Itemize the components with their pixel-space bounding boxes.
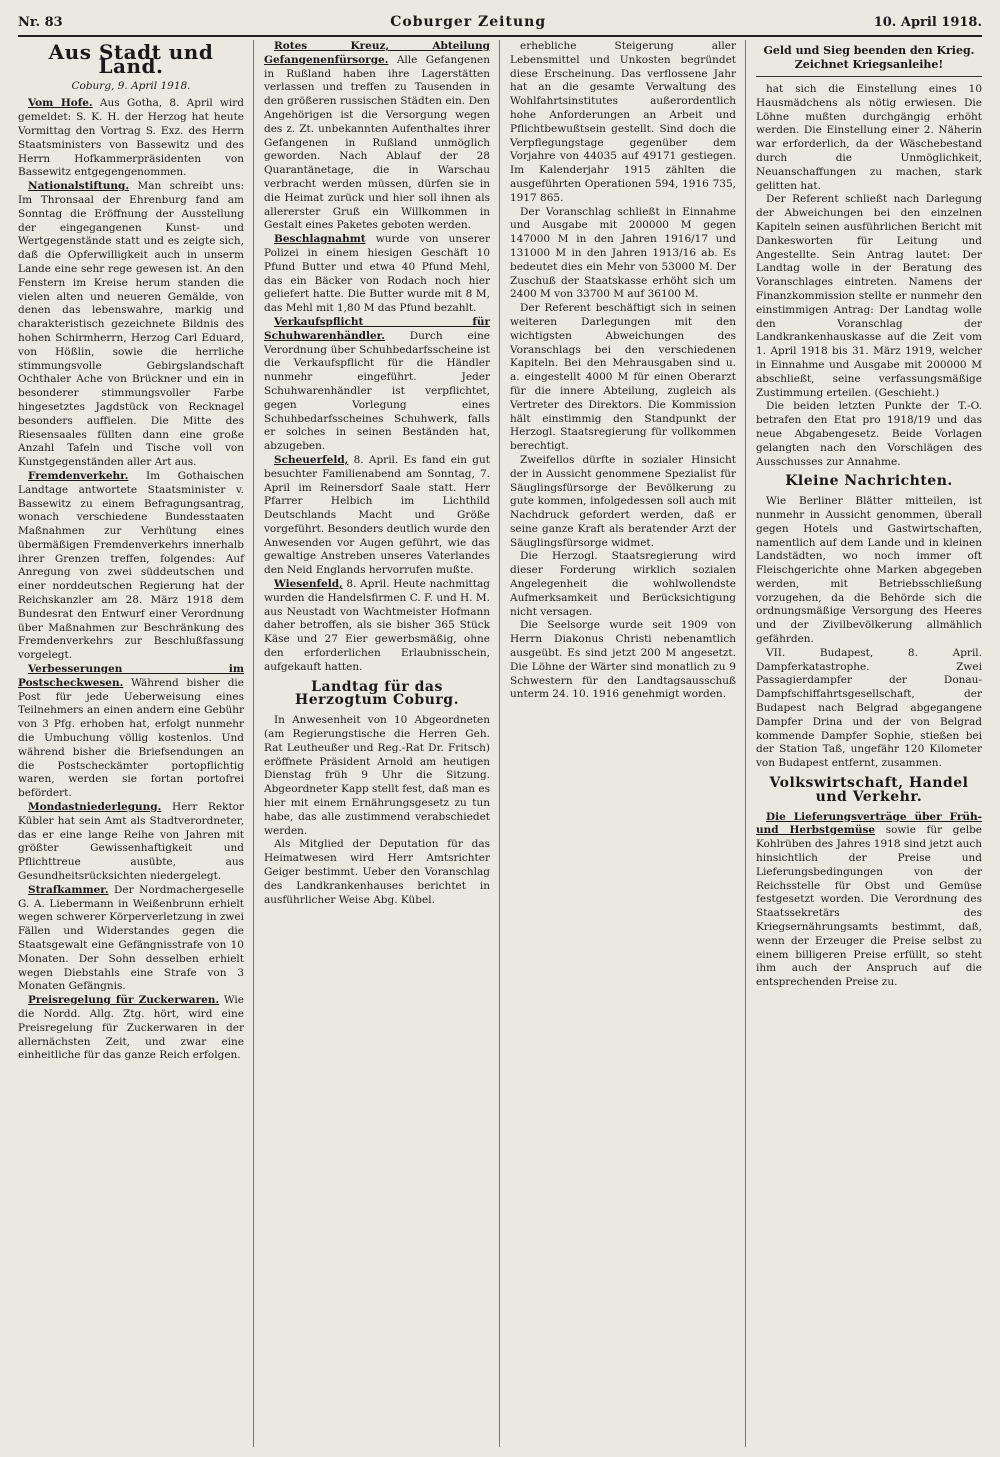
article-hospital-5: Die Herzogl. Staatsregierung wird dieser Forderung wirklich sozialen Angelegenheit die wohlwollendste Aufmerksamkeit und Berücksichtigung nicht versagen. (510, 550, 736, 618)
column-4 (756, 40, 982, 1447)
article-text: Herr Rektor Kübler hat sein Amt als Stadtverordneter, das er eine lange Reihe von Jahren mit größter Gewissenhaftigkeit und Pflichttreue ausübte, aus Gesundheitsrücksichten niedergelegt. (18, 801, 245, 883)
article-vegetables (756, 811, 982, 990)
column-2 (264, 40, 500, 1447)
section-heading-landtag: Landtag für das Herzogtum Coburg. (295, 678, 459, 709)
article-court (18, 97, 244, 180)
article-budapest: VII. Budapest, 8. April. Dampferkatastrophe. Zwei Passagierdampfer der Donau-Dampfschiffahrtsgesellschaft, der Budapest nach Belgrad abgegangene Dampfer Drina und der von Belgrad kommende Dampfer Sophie, stießen bei der Station Taß, ungefähr 120 Kilometer von Budapest entfernt, zusammen. (756, 646, 982, 770)
article-text: Man schreibt uns: Im Thronsaal der Ehrenburg fand am Sonntag die Eröffnung der Ausstellung der eingegangenen Kunst- und Wertgegenstände statt und es zeigte sich, daß die Opferwilligkeit auch in unserm Lande eine sehr rege gewesen ist. An den Fenstern im Kreise herum standen die vielen alten und neueren Gemälde, von denen das lebenswahre, markig und charakteristisch gezeichnete Bildnis des hohen Schirmherrn, Herzog Carl Eduard, von Hößlin, sowie die herrliche stimmungsvolle Gebirgslandschaft Ochthaler Ache von Brückner und ein in besonderer stimmungsvoller Farbe hingesetztes Jagdstück von Recknagel besonders auffielen. Die Mitte des Riesensaales füllten dann eine große Anzahl Tafeln und Tische voll von Kunstgegenständen aller Art aus. (18, 180, 245, 469)
article-text: Der Nordmachergeselle G. A. Liebermann in Weißenbrunn erhielt wegen schwerer Körperverletzung in zwei Fällen und Widerstandes gegen die Staatsgewalt eine Gefängnisstrafe von 10 Monaten. Der Sohn desselben erhielt wegen Diebstahls eine Strafe von 3 Monaten Gefängnis. (18, 883, 244, 993)
article-text: 8. April. Heute nachmittag wurden die Handelsfirmen C. F. und H. M. aus Neustadt von Wachtmeister Hofmann daher betroffen, als sie bisher 365 Stück Käse und 27 Eier gewerbsmäßig, ohne den erforderlichen Erlaubnisschein, aufgekauft hatten. (264, 578, 490, 673)
article-kicker: Strafkammer. (28, 883, 109, 896)
article-landtag: In Anwesenheit von 10 Abgeordneten (am Regierungstische die Herren Geh. Rat Leutheußer und Reg.-Rat Dr. Fritsch) eröffnete Präsident Arnold am heutigen Dienstag früh 9 Uhr die Sitzung. Abgeordneter Kapp stellt fest, daß man es hier mit einem Ernährungsgesetz zu tun habe, das alle zustimmend verabschiedet werden. (264, 714, 490, 837)
article-kicker: Verkaufspflicht für Schuhwarenhändler. (264, 315, 490, 342)
article-resignation (18, 801, 244, 884)
article-hospital-staff: hat sich die Einstellung eines 10 Hausmädchens als nötig erwiesen. Die Löhne mußten durchgängig erhöht werden. Die Einstellung einer 2. Näherin war erforderlich, da der Wäschebestand durch die Unmöglichkeit, Neuanschaffungen zu machen, stark gelitten hat. (756, 83, 982, 192)
masthead (18, 14, 982, 34)
article-text: wurde von unserer Polizei in einem hiesigen Geschäft 10 Pfund Butter und etwa 40 Pfund Mehl, das ein Bäcker von Rodach noch hier geliefert hatte. Die Butter wurde mit 8 M, das Mehl mit 1,80 M das Pfund bezahlt. (264, 233, 490, 315)
banner-line: Zeichnet Kriegsanleihe! (794, 58, 944, 71)
article-text: Während bisher die Post für jede Ueberweisung eines Teilnehmers an einen andern eine Gebühr von 3 Pfg. erhoben hat, erfolgt nunmehr die Umbuchung völlig kostenlos. Und während bisher die Briefsendungen an die Postscheckämter portopflichtig waren, werden sie fortan portofrei befördert. (18, 676, 244, 800)
article-wiesenfeld (264, 578, 490, 675)
article-postal (18, 663, 244, 801)
masthead-rule (18, 35, 982, 37)
article-berlin: Wie Berliner Blätter mitteilen, ist nunmehr in Aussicht genommen, überall gegen Hotels und Gastwirtschaften, namentlich auf dem Lande und in kleinen Landstädten, wo noch immer oft Fleischgerichte ohne Marken abgegeben werden, mit Betriebsschließung vorzugehen, da die Behörde sich die ordnungsmäßige Versorgung des Heeres und der Zivilbevölkerung allmählich gefährden. (756, 495, 982, 646)
article-hospital-2: Der Voranschlag schließt in Einnahme und Ausgabe mit 200000 M gegen 147000 M in den Jahren 1916/17 und 131000 M in den Jahren 1913/16 ab. Es bedeutet dies ein Mehr von 53000 M. Der Zuschuß der Staatskasse erhöht sich um 2400 M von 33700 M auf 36100 M. (510, 205, 736, 301)
section-heading-economy: Volkswirtschaft, Handel und Verkehr. (769, 775, 969, 805)
article-foundation (18, 180, 244, 470)
article-text: Wie die Nordd. Allg. Ztg. hört, wird eine Preisregelung für Zuckerwaren in der allernächsten Zeit, und zwar eine einheitliche für das ganze Reich erfolgen. (18, 994, 245, 1062)
column-3 (510, 40, 746, 1447)
war-bond-banner (756, 40, 982, 77)
columns (18, 40, 982, 1447)
article-budget: Die beiden letzten Punkte der T.-O. betrafen den Etat pro 1918/19 und das neue Abgabengesetz. Beide Vorlagen gelangten nach den Vorschlägen des Ausschusses zur Annahme. (756, 400, 982, 468)
article-text: 8. April. Es fand ein gut besuchter Familienabend am Sonntag, 7. April im Reinersdorf Saale statt. Herr Pfarrer Helbich im Lichthild Deutschlands Macht und Größe vorgeführt. Besonders deutlich wurde den Anwesenden vor Augen geführt, wie das gewaltige Anstreben unseres Vaterlandes den Neid Englands hervorrufen mußte. (264, 453, 490, 577)
section-heading-short-news: Kleine Nachrichten. (785, 473, 953, 490)
article-kicker: Die Lieferungsverträge über Früh- und Herbstgemüse (756, 810, 982, 837)
article-sugar (18, 994, 244, 1063)
article-kicker: Verbesserungen im Postscheckwesen. (18, 663, 244, 689)
article-kicker: Vom Hofe. (28, 97, 93, 110)
article-hospital-3: Der Referent beschäftigt sich in seinen weiteren Darlegungen mit den wichtigsten Abweichungen des Voranschlags bei den verschiedenen Kapiteln. Bei den Mehrausgaben sind u. a. eingestellt 4000 M für einen Oberarzt für die innere Abteilung, zugleich als Vertreter des Direktors. Die Kommission hält einstimmig den Standpunkt der Herzogl. Staatsregierung für vollkommen berechtigt. (510, 302, 736, 453)
article-text: Aus Gotha, 8. April wird gemeldet: S. K. H. der Herzog hat heute Vormittag den Vortrag S. Exz. des Herrn Staatsministers von Bassewitz und des Herrn Hofkammerpräsidenten von Bassewitz entgegengenommen. (18, 97, 245, 179)
article-scheuerfeld (264, 454, 490, 578)
banner-line: Geld und Sieg beenden den Krieg. (763, 44, 975, 57)
article-hospital-1: erhebliche Steigerung aller Lebensmittel und Unkosten begründet diese Erscheinung. Das verflossene Jahr hat an die gesamte Verwaltung des Wohlfahrtsinstitutes außerordentlich hohe Anforderungen an Arbeit und Pflichtbewußtsein gestellt. Sind doch die Verpflegungstage gegenüber dem Vorjahre von 44035 auf 49171 gestiegen. Im Kalenderjahr 1915 zählten die ausgeführten Operationen 594, 1916 735, 1917 865. (510, 40, 736, 204)
article-kicker: Preisregelung für Zuckerwaren. (28, 994, 220, 1007)
article-tourism (18, 470, 244, 663)
article-text: Durch eine Verordnung über Schuhbedarfsscheine ist die Verkaufspflicht für die Händler nunmehr eingeführt. Jeder Schuhwarenhändler ist verpflichtet, gegen Vorlegung eines Schuhbedarfsscheines Schuhwerk, falls er solches in seinen Beständen hat, abzugeben. (264, 329, 491, 453)
article-kicker: Fremdenverkehr. (28, 469, 129, 482)
newspaper-title: Coburger Zeitung (390, 14, 547, 30)
dateline: Coburg, 9. April 1918. (71, 79, 191, 92)
article-text: Im Gothaischen Landtage antwortete Staatsminister v. Bassewitz zu einem Befragungsantrag, wonach verschiedene Bundesstaaten Maßnahmen zur Verhütung eines übermäßigen Fremdenverkehrs innerhalb ihrer Grenzen treffen, folgendes: Auf Anregung von zwei süddeutschen und einer norddeutschen Regierung hat der Reichskanzler am 28. März 1918 dem Bundesrat den Entwurf einer Verordnung über Maßnahmen zur Beschränkung des Fremdenverkehrs zur Beschlußfassung vorgelegt. (18, 469, 244, 662)
article-text: sowie für gelbe Kohlrüben des Jahres 1918 sind jetzt auch hinsichtlich der Preise und Lieferungsbedingungen von der Reichsstelle für Obst und Gemüse festgesetzt worden. Die Verordnung des Staatssekretärs des Kriegsernährungsamts bestimmt, daß, wenn der Erzeuger die Preise selbst zu einem billigeren Preise erfüllt, so steht ihm auch der Anspruch auf die entsprechenden Preise zu. (756, 824, 982, 989)
article-kicker: Scheuerfeld, (274, 453, 349, 466)
issue-number: Nr. 83 (18, 15, 63, 30)
issue-date: 10. April 1918. (873, 15, 982, 30)
article-red-cross (264, 40, 490, 233)
article-kicker: Beschlagnahmt (274, 233, 366, 246)
column-1 (18, 40, 254, 1447)
article-kicker: Mondastniederlegung. (28, 801, 162, 814)
article-hospital-6: Die Seelsorge wurde seit 1909 von Herrn Diakonus Christi nebenamtlich ausgeübt. Es sind jetzt 200 M angesetzt. Die Löhne der Wärter sind monatlich zu 9 Schwestern für den Landtagsausschuß unterm 24. 10. 1916 genehmigt worden. (510, 619, 736, 701)
article-kicker: Rotes Kreuz, Abteilung Gefangenenfürsorge. (264, 40, 490, 66)
article-shoes (264, 316, 490, 454)
article-kicker: Nationalstiftung. (28, 180, 130, 193)
article-text: Alle Gefangenen in Rußland haben ihre Lagerstätten verlassen und treffen zu Tausenden in den größeren russischen Städten ein. Den Angehörigen ist die Versorgung wegen des z. Zt. unbekannten Aufenthaltes ihrer Gefangenen in Rußland unmöglich geworden. Nach Ablauf der 28 Quarantänetage, die in Warschau verbracht werden müssen, dürfen sie in die Heimat zurück und hier soll ihnen als allererster Gruß ein Willkommen in Gestalt eines Paketes geboten werden. (264, 53, 490, 232)
article-kicker: Wiesenfeld, (274, 578, 343, 591)
section-heading-local: Aus Stadt und Land. (48, 40, 214, 78)
article-landtag-cont: Als Mitglied der Deputation für das Heimatwesen wird Herr Amtsrichter Geiger bestimmt. Ueber den Voranschlag des Landkrankenhauses berichtet in ausführlicher Weise Abg. Kübel. (264, 838, 490, 906)
article-seized (264, 233, 490, 316)
article-referent: Der Referent schließt nach Darlegung der Abweichungen bei den einzelnen Kapiteln seinen ausführlichen Bericht mit Dankesworten für Leitung und Angestellte. Sein Antrag lautet: Der Landtag wolle in der Beratung des Voranschlages eintreten. Namens der Finanzkommission stellte er nunmehr den einstimmigen Antrag: Der Landtag wolle den Voranschlag der Landkrankenhauskasse auf die Zeit vom 1. April 1918 bis 31. März 1919, welcher in Einnahme und Ausgabe mit 200000 M abschließt, seine verfassungsmäßige Zustimmung erteilen. (Geschieht.) (756, 193, 982, 399)
article-hospital-4: Zweifellos dürfte in sozialer Hinsicht der in Aussicht genommene Spezialist für Säuglingsfürsorge der Bevölkerung zu gute kommen, infolgedessen soll auch mit Nachdruck gefordert werden, daß er seine ganze Kraft als beratender Arzt der Säuglingsfürsorge widmet. (510, 453, 736, 549)
article-court-chamber (18, 884, 244, 994)
